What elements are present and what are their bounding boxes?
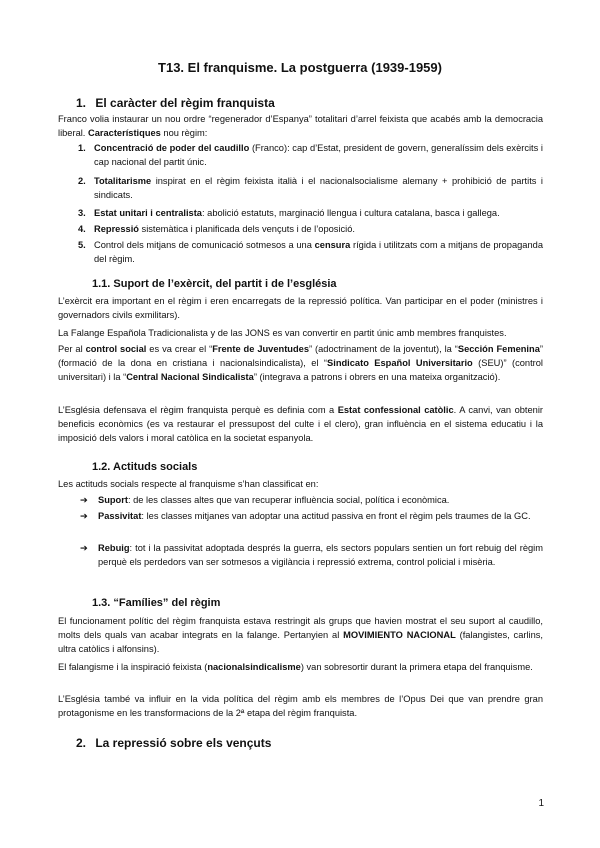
section-heading-1 <box>76 96 275 110</box>
list-item: ➔ Suport: de les classes altes que van recuperar influència social, política i econòmica. <box>58 493 543 507</box>
list-item: ➔ Passivitat: les classes mitjanes van adoptar una actitud passiva en front el règim pels traumes de la GC. <box>58 509 543 523</box>
page-title: T13. El franquisme. La postguerra (1939-1959) <box>158 60 442 75</box>
list-item: ➔ Rebuig: tot i la passivitat adoptada després la guerra, els sectors populars sentien un fort rebuig del règim perquè els perdedors van ser sotmesos a vigilància i repressió extrema, control policial i misèria. <box>80 543 543 568</box>
arrow-icon: ➔ <box>80 543 88 553</box>
paragraph: L’Església defensava el règim franquista perquè es definia com a Estat confessional catòlic. A canvi, van obtenir beneficis econòmics (es va restaurar el pressupost del culte i el clero), gran influència en el sistema educatiu i la imposició dels valors i moral catòlica en la societat espanyola. <box>58 405 543 444</box>
paragraph: Les actituds socials respecte al franquisme s’han classificat en: <box>58 479 319 489</box>
list-item: 3. Estat unitari i centralista: abolició estatuts, marginació llengua i cultura catalana, basca i gallega. <box>78 208 500 218</box>
subsection-heading: 1.3. “Famílies” del règim <box>92 597 221 609</box>
section-number: 2. <box>76 736 87 750</box>
subsection-heading: 1.1. Suport de l’exèrcit, del partit i de l’església <box>92 278 337 290</box>
section-number: 1. <box>76 96 87 110</box>
paragraph: La Falange Española Tradicionalista y de las JONS es van convertir en partit únic amb membres franquistes. <box>58 328 507 338</box>
section-title: La repressió sobre els vençuts <box>95 736 272 750</box>
subsection-heading: 1.2. Actituds socials <box>92 461 198 473</box>
section-heading-2 <box>76 736 271 750</box>
list-item: 5. Control dels mitjans de comunicació sotmesos a una censura rígida i utilitzats com a mitjans de propaganda del règim. <box>78 240 543 265</box>
paragraph: El falangisme i la inspiració feixista (nacionalsindicalisme) van sobresortir durant la primera etapa del franquisme. <box>58 662 533 672</box>
section-title: El caràcter del règim franquista <box>95 96 275 110</box>
list-item: 4. Repressió sistemàtica i planificada dels vençuts i de l’oposició. <box>78 224 355 234</box>
paragraph: Per al control social es va crear el “Frente de Juventudes” (adoctrinament de la joventut), la “Sección Femenina” (formació de la dona en cristiana i nacionalsindicalista), el “Sindicato Español Universitario (SEU)” (control universitari) i la “Central Nacional Sindicalista” (integrava a patrons i obrers en una mateixa organització). <box>58 344 543 383</box>
arrow-icon: ➔ <box>80 511 88 521</box>
list-item: 2. Totalitarisme inspirat en el règim feixista italià i el nacionalsocialisme alemany + prohibició de partits i sindicats. <box>78 176 543 201</box>
arrow-icon: ➔ <box>80 495 88 505</box>
paragraph: L’Església també va influir en la vida política del règim amb els membres de l’Opus Dei que van prendre gran protagonisme en les transformacions de la 2ª etapa del règim franquista. <box>58 694 543 719</box>
paragraph: Franco volia instaurar un nou ordre “regenerador d’Espanya” totalitari d’arrel feixista que acabés amb la democracia liberal. Característiques nou règim: <box>58 114 543 139</box>
paragraph: El funcionament polític del règim franquista estava restringit als grups que havien mostrat el seu suport al caudillo, molts dels quals van acabar integrats en la falange. Pertanyien al MOVIMIENTO NACIONAL (falangistes, carlins, ultra catòlics i alfonsins). <box>58 616 544 655</box>
page-number: 1 <box>538 798 544 809</box>
paragraph: L’exèrcit era important en el règim i eren encarregats de la repressió política. Van participar en el poder (ministres i governadors civils exmilitars). <box>58 296 543 321</box>
list-item: 1. Concentració de poder del caudillo (Franco): cap d’Estat, president de govern, generalíssim dels exèrcits i cap nacional del partit únic. <box>78 143 544 168</box>
